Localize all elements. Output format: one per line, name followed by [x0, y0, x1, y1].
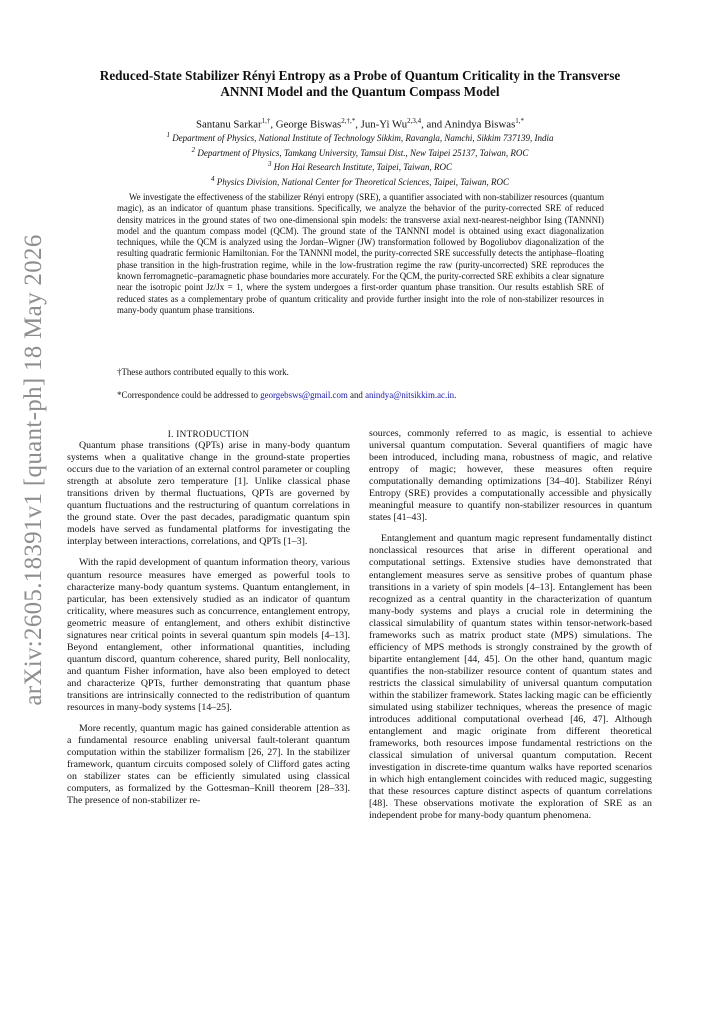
affiliation: [70, 159, 650, 174]
author-separator: , and: [421, 118, 445, 131]
affiliation-number: 3: [267, 160, 272, 168]
paper-title: [70, 68, 650, 100]
paragraph: sources, commonly referred to as magic, is essential to achieve universal quantum computation. Several quantifiers of magic have been introduced, including mana, robustness of magic, and relative entropy of magic; however, these measures often require computationally demanding optimizations [34–40]. Stabilizer Rényi Entropy (SRE) provides a computationally accessible and physically meaningful measure to quantify non-stabilizer resources in quantum states [41–43].: [369, 428, 652, 524]
affiliation: [70, 130, 650, 145]
affiliation-text: Department of Physics, Tamkang University, Tamsui Dist., New Taipei 25137, Taiwan, ROC: [197, 147, 529, 158]
paragraph: Quantum phase transitions (QPTs) arise in many-body quantum systems when a qualitative change in the ground-state properties occurs due to the variation of an external control parameter or coupling strength at absolute zero temperature [1]. Unlike classical phase transitions driven by thermal fluctuations, QPTs are governed by quantum fluctuations and the restructuring of quantum correlations in the ground state. Over the past decades, paradigmatic quantum spin models have served as fundamental platforms for investigating the interplay between interactions, correlations, and QPTs [1–3].: [67, 440, 350, 548]
author-separator: ,: [270, 118, 276, 131]
left-column: [67, 428, 350, 807]
arxiv-stamp: [0, 0, 60, 1019]
author-name: Jun-Yi Wu: [360, 118, 408, 131]
affiliation-text: Physics Division, National Center for Theoretical Sciences, Taipei, Taiwan, ROC: [216, 176, 509, 187]
affiliation-list: [70, 130, 650, 188]
abstract-text: We investigate the effectiveness of the stabilizer Rényi entropy (SRE), a quantifier associated with non-stabilizer resources (quantum magic), as an indicator of quantum phase transitions. Specifically, we analyze the behavior of the purity-corrected SRE of reduced density matrices in the ground states of two one-dimensional spin models: the transverse axial next-nearest-neighbor Ising (TANNNI) model and the quantum compass model (QCM). The ground state of the TANNNI model is obtained using exact diagonalization techniques, while the QCM is analyzed using the Jordan–Wigner (JW) transformation followed by Bogoliubov diagonalization of the resulting quadratic fermionic Hamiltonian. For the TANNNI model, the purity-corrected SRE successfully detects the antiphase–floating phase transition in the high-frustration regime, while in the low-frustration regime the raw (purity-uncorrected) SRE reproduces the known ferromagnetic–paramagnetic phase boundaries more accurately. For the QCM, the purity-corrected SRE exhibits a clear signature near the isotropic point Jz/Jx = 1, where the system undergoes a first-order quantum phase transition. Our results establish SRE of reduced states as a complementary probe of quantum criticality and provide further insight into the role of non-stabilizer resources in many-body quantum phase transitions.: [117, 192, 604, 315]
affiliation: [70, 174, 650, 189]
author-affil: 1,*: [515, 117, 525, 125]
abstract: [117, 192, 604, 316]
footnote-correspondence: [117, 390, 604, 401]
affiliation-number: 2: [191, 145, 196, 154]
author-affil: 1,†: [261, 117, 271, 125]
author-name: Santanu Sarkar: [195, 118, 262, 131]
author-affil: 2,3,4: [407, 117, 422, 125]
title-line-1: Reduced-State Stabilizer Rényi Entropy as a Probe of Quantum Criticality in the Transverse: [99, 68, 621, 83]
affiliation: [70, 145, 650, 160]
paragraph: With the rapid development of quantum information theory, various quantum resource measures have emerged as powerful tools to characterize many-body quantum systems. Quantum entanglement, in particular, has been extensively studied as an indicator of quantum criticality, where measures such as concurrence, entanglement entropy, geometric measure of entanglement, and others exhibit distinctive signatures near critical points in several quantum spin models [4–13]. Beyond entanglement, other informational quantities, including quantum discord, quantum coherence, shared purity, Bell nonlocality, and quantum Fisher information, have also been employed to detect and characterize QPTs, further demonstrating that quantum phase transitions are intrinsically connected to the redistribution of quantum resources in many-body systems [14–25].: [67, 557, 350, 714]
author-name: George Biswas: [275, 118, 342, 131]
correspondence-text: .: [454, 390, 457, 400]
author-separator: ,: [355, 118, 361, 131]
footnote-equal-contribution: †These authors contributed equally to this work.: [117, 367, 289, 377]
title-line-2: ANNNI Model and the Quantum Compass Model: [220, 84, 500, 99]
affiliation-text: Hon Hai Research Institute, Taipei, Taiwan, ROC: [273, 162, 452, 172]
paragraph: More recently, quantum magic has gained considerable attention as a fundamental resource enabling universal fault-tolerant quantum computation within the stabilizer formalism [26, 27]. In the stabilizer framework, quantum circuits composed solely of Clifford gates acting on stabilizer states can be efficiently simulated using classical computers, as formalized by the Gottesman–Knill theorem [28–33]. The presence of non-stabilizer re-: [67, 723, 350, 807]
correspondence-text: and: [347, 390, 366, 400]
affiliation-number: 4: [211, 174, 215, 183]
author-name: Anindya Biswas: [444, 118, 516, 131]
right-column: [369, 428, 652, 823]
section-heading: I. INTRODUCTION: [167, 429, 250, 439]
email-link[interactable]: anindya@nitsikkim.ac.in: [365, 390, 455, 400]
email-link[interactable]: georgebsws@gmail.com: [260, 390, 348, 400]
arxiv-identifier: arXiv:2605.18391v1 [quant-ph] 18 May 2026: [20, 234, 47, 706]
author-list: [70, 117, 650, 131]
affiliation-number: 1: [166, 131, 170, 139]
affiliation-text: Department of Physics, National Institute of Technology Sikkim, Ravangla, Namchi, Sikkim 737139, India: [172, 133, 554, 143]
paragraph: Entanglement and quantum magic represent fundamentally distinct nonclassical resources that arise in different operational and computational settings. Extensive studies have demonstrated that entanglement measures serve as sensitive probes of quantum phase transitions in a variety of spin models [4–13]. Entanglement has been recognized as a central quantity in the characterization of quantum many-body systems and plays a crucial role in determining the classical simulability of quantum states within tensor-network-based frameworks such as matrix product state (MPS) simulations. The efficiency of MPS methods is strongly constrained by the growth of bipartite entanglement [44, 45]. On the other hand, quantum magic quantifies the non-stabilizer resource content of quantum states and restricts the classical simulability of universal quantum computation within the stabilizer framework. States lacking magic can be efficiently simulated using stabilizer techniques, whereas the presence of magic introduces additional computational overhead [46, 47]. Although entanglement and magic originate from different theoretical frameworks, both resources impose fundamental restrictions on the classical simulation of universal quantum computation. Recent investigation in discrete-time quantum walks have reported scenarios in which high entanglement coincides with reduced magic, suggesting that these resources capture distinct aspects of quantum correlations [48]. These observations motivate the exploration of SRE as an independent probe for many-body quantum phenomena.: [369, 533, 652, 822]
correspondence-text: *Correspondence could be addressed to: [117, 390, 261, 400]
author-affil: 2,†,*: [341, 117, 356, 125]
